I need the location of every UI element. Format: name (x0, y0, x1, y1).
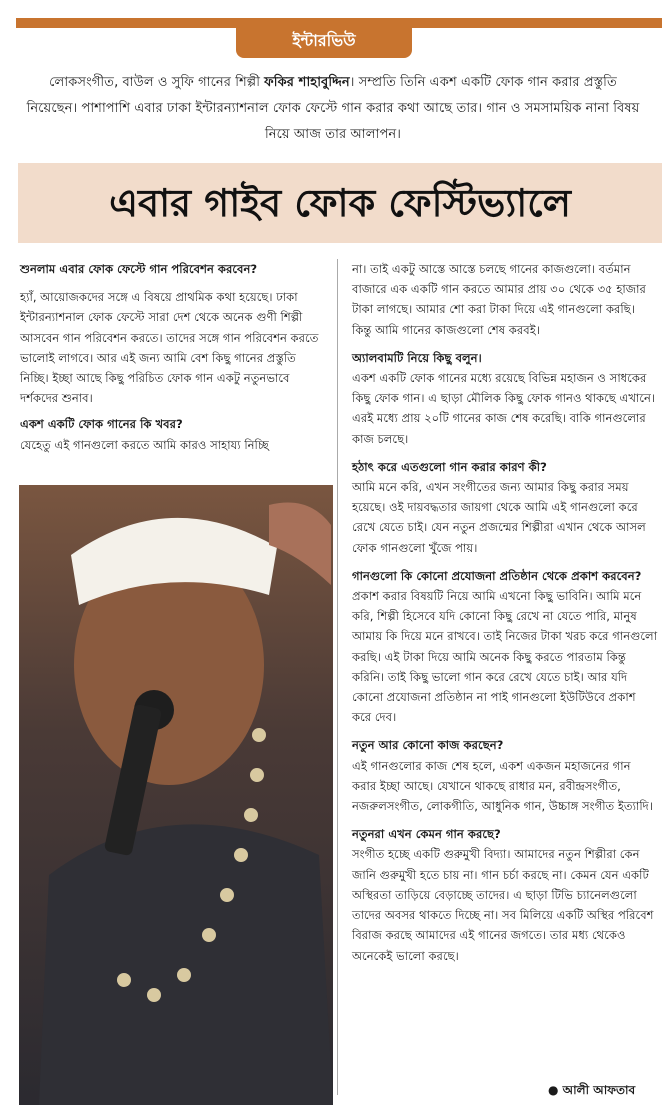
artist-illustration (19, 485, 333, 1105)
intro-text-end: । সম্প্রতি তিনি একশ একটি ফোক গান করার প্রস্তুতি নিয়েছেন। পাশাপাশি এবার ঢাকা ইন্টারন্যাশনাল ফোক ফেস্টে গান করার কথা আছে তার। গান ও সমসাময়িক নানা বিষয় নিয়ে আজ তার আলাপন। (26, 75, 640, 142)
question: নতুনরা এখন কেমন গান করছে? (352, 827, 501, 842)
headline: এবার গাইব ফোক ফেস্টিভ্যালে (18, 163, 662, 243)
section-tag: ইন্টারভিউ (236, 26, 412, 58)
column-divider (337, 259, 338, 1095)
intro-text-start: লোকসংগীত, বাউল ও সুফি গানের শিল্পী (49, 75, 265, 90)
answer: যেহেতু এই গানগুলো করতে আমি কারও সাহায্য নিচ্ছি (20, 437, 269, 452)
answer: প্রকাশ করার বিষয়টি নিয়ে আমি এখনো কিছু ভাবিনি। আমি মনে করি, শিল্পী হিসেবে যদি কোনো কিছু রেখে না যেতে পারি, মানুষ আমায় কি দিয়ে মনে রাখবে। তাই নিজের টাকা খরচ করে গানগুলো করছি। এই টাকা দিয়ে আমি অনেক কিছু করতে পারতাম কিন্তু করিনি। তাই কিছু ভালো গান করে রেখে যেতে চাই। আর যদি কোনো প্রযোজনা প্রতিষ্ঠান না পাই গানগুলো ইউটিউবে প্রকাশ করে দেব। (352, 589, 658, 725)
question: নতুন আর কোনো কাজ করছেন? (352, 738, 504, 753)
intro-paragraph (22, 70, 644, 148)
byline: ● আলী আফতাব (548, 1083, 636, 1097)
answer: আমি মনে করি, এখন সংগীতের জন্য আমার কিছু করার সময় হয়েছে। ওই দায়বদ্ধতার জায়গা থেকে আমি এই গানগুলো করে রেখে যেতে চাই। যেন নতুন প্রজন্মের শিল্পীরা এখান থেকে আসল ফোক গানগুলো খুঁজে পায়। (352, 480, 646, 555)
answer: সংগীত হচ্ছে একটি গুরুমুখী বিদ্যা। আমাদের নতুন শিল্পীরা কেন জানি গুরুমুখী হতে চায় না। গান চর্চা করছে না। কেমন যেন একটি অস্থিরতা তাড়িয়ে বেড়াচ্ছে তাদের। এ ছাড়া টিভি চ্যানেলগুলো তাদের অবসর থাকতে দিচ্ছে না। সব মিলিয়ে একটি অস্থির পরিবেশ বিরাজ করছে আমাদের এই গানের জগতে। তার মধ্য থেকেও অনেকেই ভালো করছে। (352, 847, 654, 963)
question: গানগুলো কি কোনো প্রযোজনা প্রতিষ্ঠান থেকে প্রকাশ করবেন? (352, 568, 642, 583)
left-column (20, 259, 322, 463)
artist-photo (19, 485, 333, 1105)
answer: একশ একটি ফোক গানের মধ্যে রয়েছে বিভিন্ন মহাজন ও সাধকের কিছু ফোক গান। এ ছাড়া মৌলিক কিছু ফোক গানও থাকছে এখানে। এরই মধ্যে প্রায় ২০টি গানের কাজ শেষ করেছি। বাকি গানগুলোর কাজ চলছে। (352, 371, 656, 446)
question: একশ একটি ফোক গানের কি খবর? (20, 417, 183, 432)
question: শুনলাম এবার ফোক ফেস্টে গান পরিবেশন করবেন? (20, 262, 258, 276)
right-column (352, 259, 658, 974)
question: হঠাৎ করে এতগুলো গান করার কারণ কী? (352, 459, 547, 474)
answer: এই গানগুলোর কাজ শেষ হলে, একশ একজন মহাজনের গান করার ইচ্ছা আছে। যেখানে থাকছে রাধার মন, রবীন্দ্রসংগীত, নজরুলসংগীত, লোকগীতি, আধুনিক গান, উচ্চাঙ্গ সংগীত ইত্যাদি। (352, 758, 653, 814)
answer: না। তাই একটু আস্তে আস্তে চলছে গানের কাজগুলো। বর্তমান বাজারে এক একটি গান করতে আমার প্রায় ৩০ থেকে ৩৫ হাজার টাকা লাগছে। আমার শো করা টাকা দিয়ে এই গানগুলো করছি। কিন্তু আমি গানের কাজগুলো শেষ করবই। (352, 262, 646, 337)
question: অ্যালবামটি নিয়ে কিছু বলুন। (352, 350, 482, 365)
artist-name: ফকির শাহাবুদ্দিন (264, 75, 350, 90)
answer: হ্যাঁ, আয়োজকদের সঙ্গে এ বিষয়ে প্রাথমিক কথা হয়েছে। ঢাকা ইন্টারন্যাশনাল ফোক ফেস্টে সারা দেশ থেকে অনেক গুণী শিল্পী আসবেন গান পরিবেশন করতে। তাদের সঙ্গে গান পরিবেশন করতে ভালোই লাগবে। আর এই জন্য আমি বেশ কিছু গানের প্রস্তুতি নিচ্ছি। ইচ্ছা আছে কিছু পরিচিত ফোক গান একটু নতুনভাবে দর্শকদের শুনাব। (20, 290, 319, 406)
